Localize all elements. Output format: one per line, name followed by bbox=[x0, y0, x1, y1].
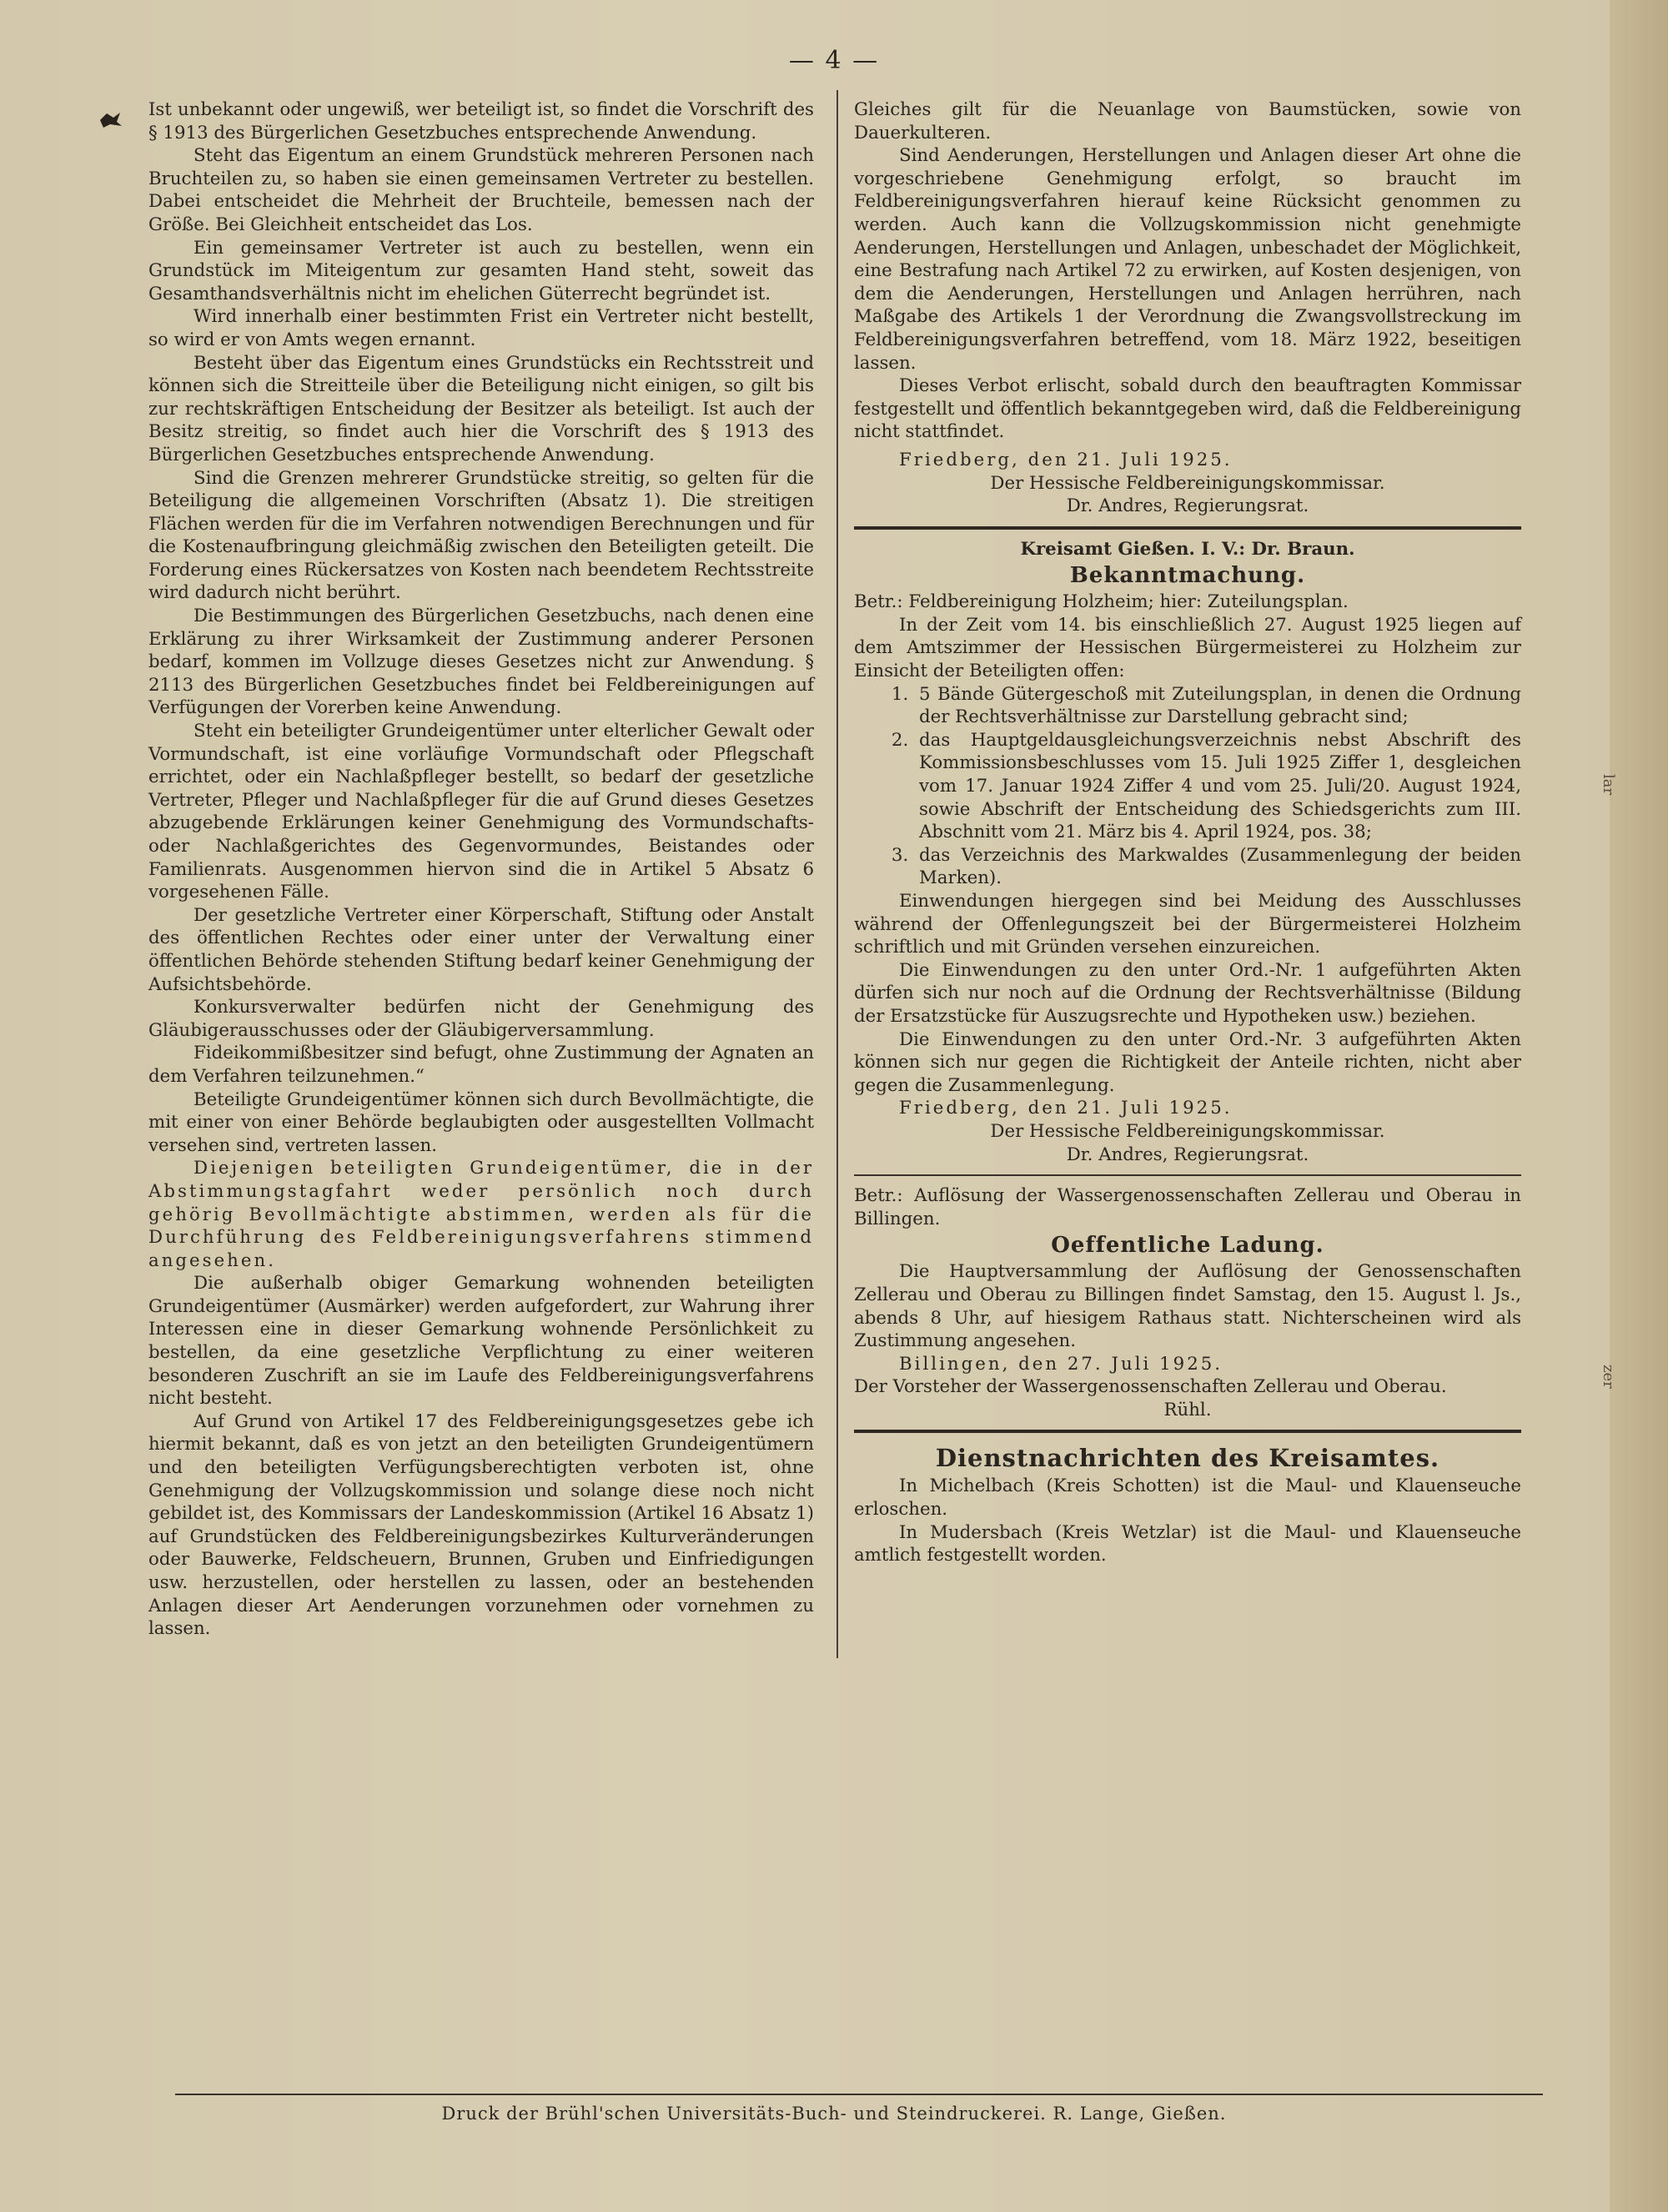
list-item: 1. 5 Bände Gütergeschoß mit Zuteilungsplan, in denen die Ordnung der Rechtsverhältnisse zur Darstellung gebracht sind; bbox=[914, 683, 1521, 729]
place-date: Friedberg, den 21. Juli 1925. bbox=[899, 1098, 1233, 1119]
section-rule bbox=[854, 1430, 1521, 1433]
paragraph: Die Einwendungen zu den unter Ord.-Nr. 3 aufgeführten Akten können sich nur gegen die Richtigkeit der Anteile richten, nicht aber gegen die Zusammenlegung. bbox=[854, 1028, 1521, 1096]
paragraph: Wird innerhalb einer bestimmten Frist ein Vertreter nicht bestellt, so wird er von Amts wegen ernannt. bbox=[148, 306, 814, 350]
paragraph: Sind die Grenzen mehrerer Grundstücke streitig, so gelten für die Beteiligung die allgemeinen Vorschriften (Absatz 1). Die streitigen Flächen werden für die im Verfahren notwendigen Berechnungen und für die Kostenaufbringung gleichmäßig zwischen den Beteiligten geteilt. Die Forderung eines Rückersatzes von Kosten nach beendetem Rechtsstreite wird dadurch nicht berührt. bbox=[148, 467, 814, 604]
signature-title: Der Hessische Feldbereinigungskommissar. bbox=[990, 1120, 1385, 1142]
list-item: 3. das Verzeichnis des Markwaldes (Zusammenlegung der beiden Marken). bbox=[914, 844, 1521, 890]
margin-note: lar bbox=[1600, 774, 1617, 796]
printer-imprint: Druck der Brühl'schen Universitäts-Buch- und Steindruckerei. R. Lange, Gießen. bbox=[441, 2104, 1227, 2124]
section-rule bbox=[854, 526, 1521, 530]
footer-rule bbox=[175, 2094, 1543, 2095]
place-date: Billingen, den 27. Juli 1925. bbox=[899, 1353, 1223, 1375]
place-date: Friedberg, den 21. Juli 1925. bbox=[899, 449, 1233, 470]
paragraph: In der Zeit vom 14. bis einschließlich 27. August 1925 liegen auf dem Amtszimmer der Hessischen Bürgermeisterei zu Holzheim zur Einsicht der Beteiligten offen: bbox=[854, 614, 1521, 682]
signature-name: Rühl. bbox=[1163, 1399, 1212, 1420]
ink-blot bbox=[98, 110, 123, 128]
subject-line: Betr.: Feldbereinigung Holzheim; hier: Zuteilungsplan. bbox=[854, 591, 1349, 613]
right-column bbox=[854, 98, 1521, 1567]
paragraph: Konkursverwalter bedürfen nicht der Genehmigung des Gläubigerausschusses oder der Gläubigerversammlung. bbox=[148, 997, 814, 1041]
section-heading: Bekanntmachung. bbox=[1069, 563, 1306, 589]
paragraph: Die Einwendungen zu den unter Ord.-Nr. 1 aufgeführten Akten dürfen sich nur noch auf die Ordnung der Rechtsverhältnisse (Bildung der Ersatzstücke für Auszugsrechte und Hypotheken usw.) beziehen. bbox=[854, 959, 1521, 1027]
subject-line: Betr.: Auflösung der Wassergenossenschaften Zellerau und Oberau in Billingen. bbox=[854, 1185, 1521, 1229]
paragraph: Der gesetzliche Vertreter einer Körperschaft, Stiftung oder Anstalt des öffentlichen Rechtes oder einer unter der Verwaltung einer öffentlichen Behörde stehenden Stiftung bedarf keiner Genehmigung der Aufsichtsbehörde. bbox=[148, 904, 814, 995]
paragraph: In Michelbach (Kreis Schotten) ist die Maul- und Klauenseuche erloschen. bbox=[854, 1476, 1521, 1521]
signature-name: Dr. Andres, Regierungsrat. bbox=[1066, 1144, 1309, 1165]
paragraph: Beteiligte Grundeigentümer können sich durch Bevollmächtigte, die mit einer von einer Behörde beglaubigten oder ausgestellten Vollmacht versehen sind, vertreten lassen. bbox=[148, 1088, 814, 1156]
page-number: — 4 — bbox=[788, 46, 880, 75]
paragraph: Dieses Verbot erlischt, sobald durch den beauftragten Kommissar festgestellt und öffentlich bekanntgegeben wird, daß die Feldbereinigung nicht stattfindet. bbox=[854, 375, 1521, 443]
signature-title: Der Hessische Feldbereinigungskommissar. bbox=[990, 472, 1385, 494]
paragraph: Steht ein beteiligter Grundeigentümer unter elterlicher Gewalt oder Vormundschaft, ist eine vorläufige Vormundschaft oder Pflegschaft errichtet, oder ein Nachlaßpfleger bestellt, so bedarf der gesetzliche Vertreter, Pfleger und Nachlaßpfleger für die auf Grund dieses Gesetzes abzugebende Erklärungen keiner Genehmigung des Vormundschafts- oder Nachlaßgerichtes des Gegenvormundes, Beistandes oder Familienrats. Ausgenommen hiervon sind die in Artikel 5 Absatz 6 vorgesehenen Fälle. bbox=[148, 721, 814, 903]
paragraph: Die Hauptversammlung der Auflösung der Genossenschaften Zellerau und Oberau zu Billingen findet Samstag, den 15. August l. Js., abends 8 Uhr, auf hiesigem Rathaus statt. Nichterscheinen wird als Zustimmung angesehen. bbox=[854, 1261, 1521, 1352]
paragraph: In Mudersbach (Kreis Wetzlar) ist die Maul- und Klauenseuche amtlich festgestellt worden. bbox=[854, 1521, 1521, 1566]
margin-note: zer bbox=[1600, 1365, 1617, 1389]
column-divider bbox=[837, 90, 838, 1658]
section-heading: Dienstnachrichten des Kreisamtes. bbox=[935, 1444, 1440, 1473]
paragraph: Ein gemeinsamer Vertreter ist auch zu bestellen, wenn ein Grundstück im Miteigentum zur gesamten Hand steht, soweit das Gesamthandsverhältnis nicht im ehelichen Güterrecht begründet ist. bbox=[148, 237, 814, 304]
office-line: Kreisamt Gießen. I. V.: Dr. Braun. bbox=[1020, 538, 1355, 560]
signature-name: Dr. Andres, Regierungsrat. bbox=[1066, 495, 1309, 517]
paragraph: Die außerhalb obiger Gemarkung wohnenden beteiligten Grundeigentümer (Ausmärker) werden aufgefordert, zur Wahrung ihrer Interessen eine in dieser Gemarkung wohnende Persönlichkeit zu bestellen, da eine gesetzliche Verpflichtung zu einer weiteren besonderen Zuschrift an sie im Laufe des Feldbereinigungsverfahrens nicht besteht. bbox=[148, 1273, 814, 1410]
left-column bbox=[148, 98, 814, 1641]
paragraph: Steht das Eigentum an einem Grundstück mehreren Personen nach Bruchteilen zu, so haben sie einen gemeinsamen Vertreter zu bestellen. Dabei entscheidet die Mehrheit der Bruchteile, bemessen nach der Größe. Bei Gleichheit entscheidet das Los. bbox=[148, 145, 814, 235]
page-edge bbox=[1610, 0, 1668, 2212]
paragraph: Fideikommißbesitzer sind befugt, ohne Zustimmung der Agnaten an dem Verfahren teilzunehmen.“ bbox=[148, 1043, 814, 1087]
document-list bbox=[854, 683, 1521, 890]
paragraph: Besteht über das Eigentum eines Grundstücks ein Rechtsstreit und können sich die Streitteile über die Beteiligung nicht einigen, so gilt bis zur rechtskräftigen Entscheidung der Besitzer als beteiligt. Ist auch der Besitz streitig, so findet auch hier die Vorschrift des § 1913 des Bürgerlichen Gesetzbuches entsprechende Anwendung. bbox=[148, 352, 814, 465]
list-item: 2. das Hauptgeldausgleichungsverzeichnis nebst Abschrift des Kommissionsbeschlusses vom 15. Juli 1925 Ziffer 1, desgleichen vom 17. Januar 1924 Ziffer 4 und vom 25. Juli/20. August 1924, sowie Abschrift der Entscheidung des Schiedsgerichts zum III. Abschnitt vom 21. März bis 4. April 1924, pos. 38; bbox=[914, 729, 1521, 844]
paragraph: Einwendungen hiergegen sind bei Meidung des Ausschlusses während der Offenlegungszeit bei der Bürgermeisterei Holzheim schriftlich und mit Gründen versehen einzureichen. bbox=[854, 891, 1521, 958]
paragraph: Auf Grund von Artikel 17 des Feldbereinigungsgesetzes gebe ich hiermit bekannt, daß es von jetzt an den beteiligten Grundeigentümern und den beteiligten Verfügungsberechtigten verboten ist, ohne Genehmigung der Vollzugskommission und solange diese noch nicht gebildet ist, des Kommissars der Landeskommission (Artikel 16 Absatz 1) auf Grundstücken des Feldbereinigungsbezirkes Kulturveränderungen oder Bauwerke, Feldscheuern, Brunnen, Gruben und Einfriedigungen usw. herzustellen, oder herstellen zu lassen, oder an bestehenden Anlagen dieser Art Aenderungen vorzunehmen oder vornehmen zu lassen. bbox=[148, 1410, 814, 1640]
paragraph: Sind Aenderungen, Herstellungen und Anlagen dieser Art ohne die vorgeschriebene Genehmigung erfolgt, so braucht im Feldbereinigungsverfahren hierauf keine Rücksicht genommen zu werden. Auch kann die Vollzugskommission nicht genehmigte Aenderungen, Herstellungen und Anlagen, unbeschadet der Möglichkeit, eine Bestrafung nach Artikel 72 zu erwirken, auf Kosten desjenigen, von dem die Aenderungen, Herstellungen und Anlagen herrühren, nach Maßgabe des Artikels 1 der Verordnung die Zwangsvollstreckung im Feldbereinigungsverfahren betreffend, vom 18. März 1922, beseitigen lassen. bbox=[854, 145, 1521, 374]
paragraph-spaced: Diejenigen beteiligten Grundeigentümer, die in der Abstimmungstagfahrt weder persönlich noch durch gehörig Bevollmächtigte abstimmen, werden als für die Durchführung des Feldbereinigungsverfahrens stimmend angesehen. bbox=[148, 1158, 814, 1271]
paragraph: Gleiches gilt für die Neuanlage von Baumstücken, sowie von Dauerkulteren. bbox=[854, 99, 1521, 143]
section-heading: Oeffentliche Ladung. bbox=[1051, 1233, 1324, 1259]
signature-title: Der Vorsteher der Wassergenossenschaften Zellerau und Oberau. bbox=[854, 1376, 1447, 1398]
paragraph: Ist unbekannt oder ungewiß, wer beteiligt ist, so findet die Vorschrift des § 1913 des Bürgerlichen Gesetzbuches entsprechende Anwendung. bbox=[148, 99, 814, 143]
section-rule bbox=[854, 1174, 1521, 1176]
paragraph: Die Bestimmungen des Bürgerlichen Gesetzbuchs, nach denen eine Erklärung zu ihrer Wirksamkeit der Zustimmung anderer Personen bedarf, kommen im Vollzuge dieses Gesetzes nicht zur Anwendung. § 2113 des Bürgerlichen Gesetzbuches findet bei Feldbereinigungen auf Verfügungen der Vorerben keine Anwendung. bbox=[148, 606, 814, 719]
